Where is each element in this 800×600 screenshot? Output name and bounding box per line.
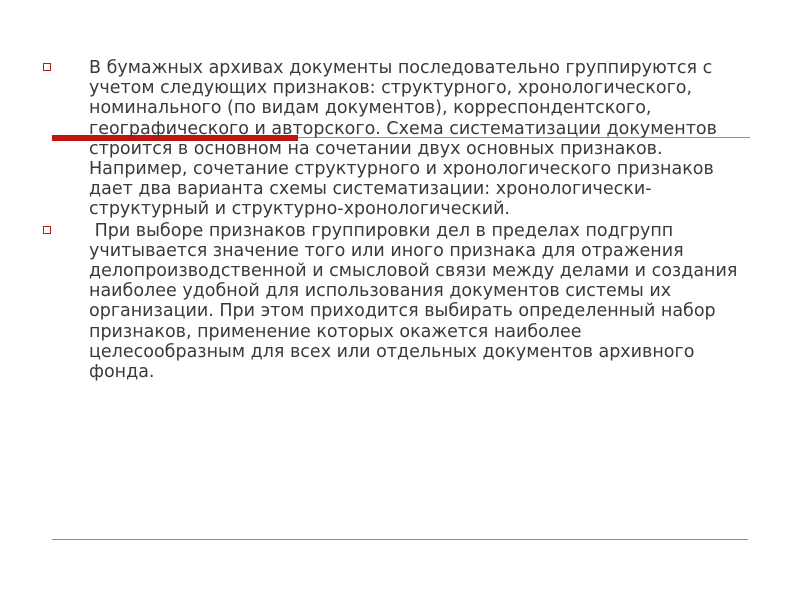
slide-body: [40, 58, 743, 383]
hollow-square-icon: [43, 63, 51, 71]
bullet-text: В бумажных архивах документы последовательно группируются с учетом следующих признаков: структурного, хронологического, номинального (по видам документов), корреспондентского, географического и авторского. Схема систематизации документов строится в основном на сочетании двух основных признаков. Например, сочетание структурного и хронологического признаков дает два варианта схемы систематизации: хронологически-структурный и структурно-хронологический.: [89, 58, 723, 220]
bullet-item: [40, 220, 743, 383]
hollow-square-icon: [43, 226, 51, 234]
bullet-item: [40, 58, 740, 220]
bullet-text: При выборе признаков группировки дел в пределах подгрупп учитывается значение того или иного признака для отражения делопроизводственной и смысловой связи между делами и создания наиболее удобной для использования документов системы их организации. При этом приходится выбирать определенный набор признаков, применение которых окажется наиболее целесообразным для всех или отдельных документов архивного фонда.: [89, 220, 743, 383]
accent-line-bottom: [52, 539, 748, 540]
